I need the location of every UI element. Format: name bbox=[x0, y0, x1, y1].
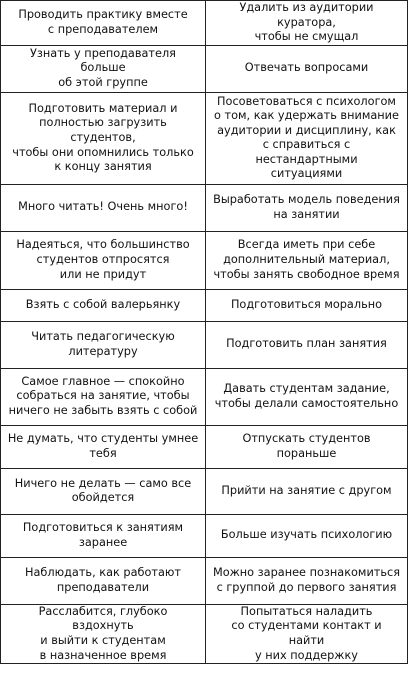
table-row bbox=[1, 92, 408, 184]
right-cell: Всегда иметь при себе дополнительный материал, чтобы занять свободное время bbox=[206, 231, 408, 289]
table-body bbox=[1, 1, 408, 664]
left-cell: Наблюдать, как работают преподаватели bbox=[1, 557, 206, 604]
left-cell: Проводить практику вместе с преподавателем bbox=[1, 1, 206, 46]
table-row bbox=[1, 1, 408, 46]
table-row bbox=[1, 289, 408, 321]
right-cell: Попытаться наладить со студентами контакт и найти у них поддержку bbox=[206, 604, 408, 663]
table-row bbox=[1, 368, 408, 425]
left-cell: Узнать у преподавателя больше об этой группе bbox=[1, 45, 206, 92]
table-row bbox=[1, 557, 408, 604]
left-cell: Ничего не делать — само все обойдется bbox=[1, 468, 206, 514]
left-cell: Взять с собой валерьянку bbox=[1, 289, 206, 321]
table-row bbox=[1, 184, 408, 231]
left-cell: Подготовить материал и полностью загрузить студентов, чтобы они опомнились только к концу занятия bbox=[1, 92, 206, 184]
table-row bbox=[1, 45, 408, 92]
table-row bbox=[1, 604, 408, 663]
right-cell: Прийти на занятие с другом bbox=[206, 468, 408, 514]
left-cell: Расслабится, глубоко вздохнуть и выйти к студентам в назначенное время bbox=[1, 604, 206, 663]
right-cell: Подготовить план занятия bbox=[206, 321, 408, 368]
right-cell: Давать студентам задание, чтобы делали самостоятельно bbox=[206, 368, 408, 425]
left-cell: Подготовиться к занятиям заранее bbox=[1, 514, 206, 557]
right-cell: Отвечать вопросами bbox=[206, 45, 408, 92]
left-cell: Надеяться, что большинство студентов отпросятся или не придут bbox=[1, 231, 206, 289]
table-row bbox=[1, 321, 408, 368]
table-row bbox=[1, 231, 408, 289]
left-cell: Самое главное — спокойно собраться на занятие, чтобы ничего не забыть взять с собой bbox=[1, 368, 206, 425]
left-cell: Читать педагогическую литературу bbox=[1, 321, 206, 368]
right-cell: Выработать модель поведения на занятии bbox=[206, 184, 408, 231]
table-row bbox=[1, 514, 408, 557]
table-row bbox=[1, 468, 408, 514]
right-cell: Посоветоваться с психологом о том, как удержать внимание аудитории и дисциплину, как с справиться с нестандартными ситуациями bbox=[206, 92, 408, 184]
right-cell: Отпускать студентов пораньше bbox=[206, 425, 408, 468]
left-cell: Много читать! Очень много! bbox=[1, 184, 206, 231]
right-cell: Удалить из аудитории куратора, чтобы не смущал bbox=[206, 1, 408, 46]
table-row bbox=[1, 425, 408, 468]
right-cell: Можно заранее познакомиться с группой до первого занятия bbox=[206, 557, 408, 604]
right-cell: Подготовиться морально bbox=[206, 289, 408, 321]
right-cell: Больше изучать психологию bbox=[206, 514, 408, 557]
left-cell: Не думать, что студенты умнее тебя bbox=[1, 425, 206, 468]
